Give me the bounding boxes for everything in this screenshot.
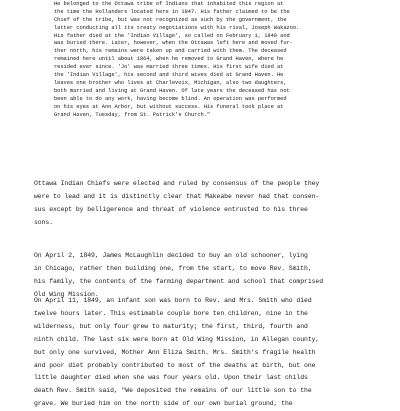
quote-line: Grand Haven, Tuesday, from St. Patrick's Church." — [54, 111, 211, 118]
paragraph-infant-son — [34, 295, 392, 411]
paragraph-line: death Rev. Smith said, "We deposited the remains of our little son to the — [34, 387, 312, 395]
quote-line: on his eyes at Ann Arbor, but without success. His funeral took place at — [54, 103, 284, 110]
paragraph-line: Old Wing Mission. — [34, 290, 99, 298]
paragraph-schooner — [34, 250, 392, 302]
paragraph-line: were to lead and it is distinctly clear that Makeabe never had that consen- — [34, 192, 320, 200]
paragraph-line: but only one survived, Mother Ann Eliza Smith. Mrs. Smith's fragile health — [34, 348, 316, 356]
quote-line: was buried there. Later, however, when the Ottawas left here and moved fur- — [54, 40, 293, 47]
quote-line: the time the Hollanders located here in 1847. His father claimed to be the — [54, 8, 290, 15]
paragraph-line: twelve hours later. This estimable couple bore ten children, nine in the — [34, 309, 308, 317]
quote-line: both married and living at Grand Haven. Of late years the deceased has not — [54, 87, 290, 94]
quote-line: Chief of the tribe, but was not recognized as such by the government, the — [54, 16, 287, 23]
quote-line: latter conducting all its treaty negotiations with his rival, Joseph Wakazoo. — [54, 24, 300, 31]
quote-line: ther north, his remains were taken up and carried with them. The deceased — [54, 48, 287, 55]
quote-line: His father died at the 'Indian Village', so called on February 1, 1849 and — [54, 32, 290, 39]
paragraph-line: Ottawa Indian Chiefs were elected and ruled by consensus of the people they — [34, 180, 320, 187]
quote-line: He belonged to the Ottawa tribe of Indians that inhabited this region at — [54, 0, 284, 7]
paragraph-line: his family, the contents of the farming department and school that comprised — [34, 277, 324, 285]
obituary-quote-block — [54, 0, 390, 120]
paragraph-line: grave. We buried him on the north side of our own burial ground, the — [34, 400, 293, 408]
quote-line: leaves one brother who lives at Charlevoix, Michigan, also two daughters, — [54, 79, 287, 86]
paragraph-line: ninth child. The last six were born at Old Wing Mission, in Allegan county, — [34, 335, 320, 343]
paragraph-ottawa-chiefs — [34, 178, 392, 230]
paragraph-line: wilderness, but only four grew to maturity; the first, third, fourth and — [34, 322, 308, 330]
paragraph-line: and poor diet probably contributed to most of the deaths at birth, but one — [34, 361, 316, 369]
paragraph-line: sus except by belligerence and threat of violence entrusted to his three — [34, 205, 308, 213]
paragraph-line: On April 11, 1849, an infant son was born to Rev. and Mrs. Smith who died — [34, 297, 312, 304]
quote-line: the 'Indian Village', his second and third wives died at Grand Haven. He — [54, 72, 284, 79]
quote-line: been able to do any work, having become blind. An operation was performed — [54, 95, 287, 102]
paragraph-line: sons. — [34, 218, 54, 226]
paragraph-line: in Chicago, rather then building one, from the start, to move Rev. Smith, — [34, 264, 312, 272]
paragraph-line: On April 2, 1849, James McLaughlin decided to buy an old schooner, lying — [34, 252, 308, 259]
quote-line: remained here until about 1864, when he removed to Grand Haven, where he — [54, 56, 284, 63]
paragraph-line: little daughter died when she was four years old. Upon their last childs — [34, 374, 308, 382]
quote-line: resided ever since. 'Jo' was married three times. His first wife died at — [54, 64, 284, 71]
